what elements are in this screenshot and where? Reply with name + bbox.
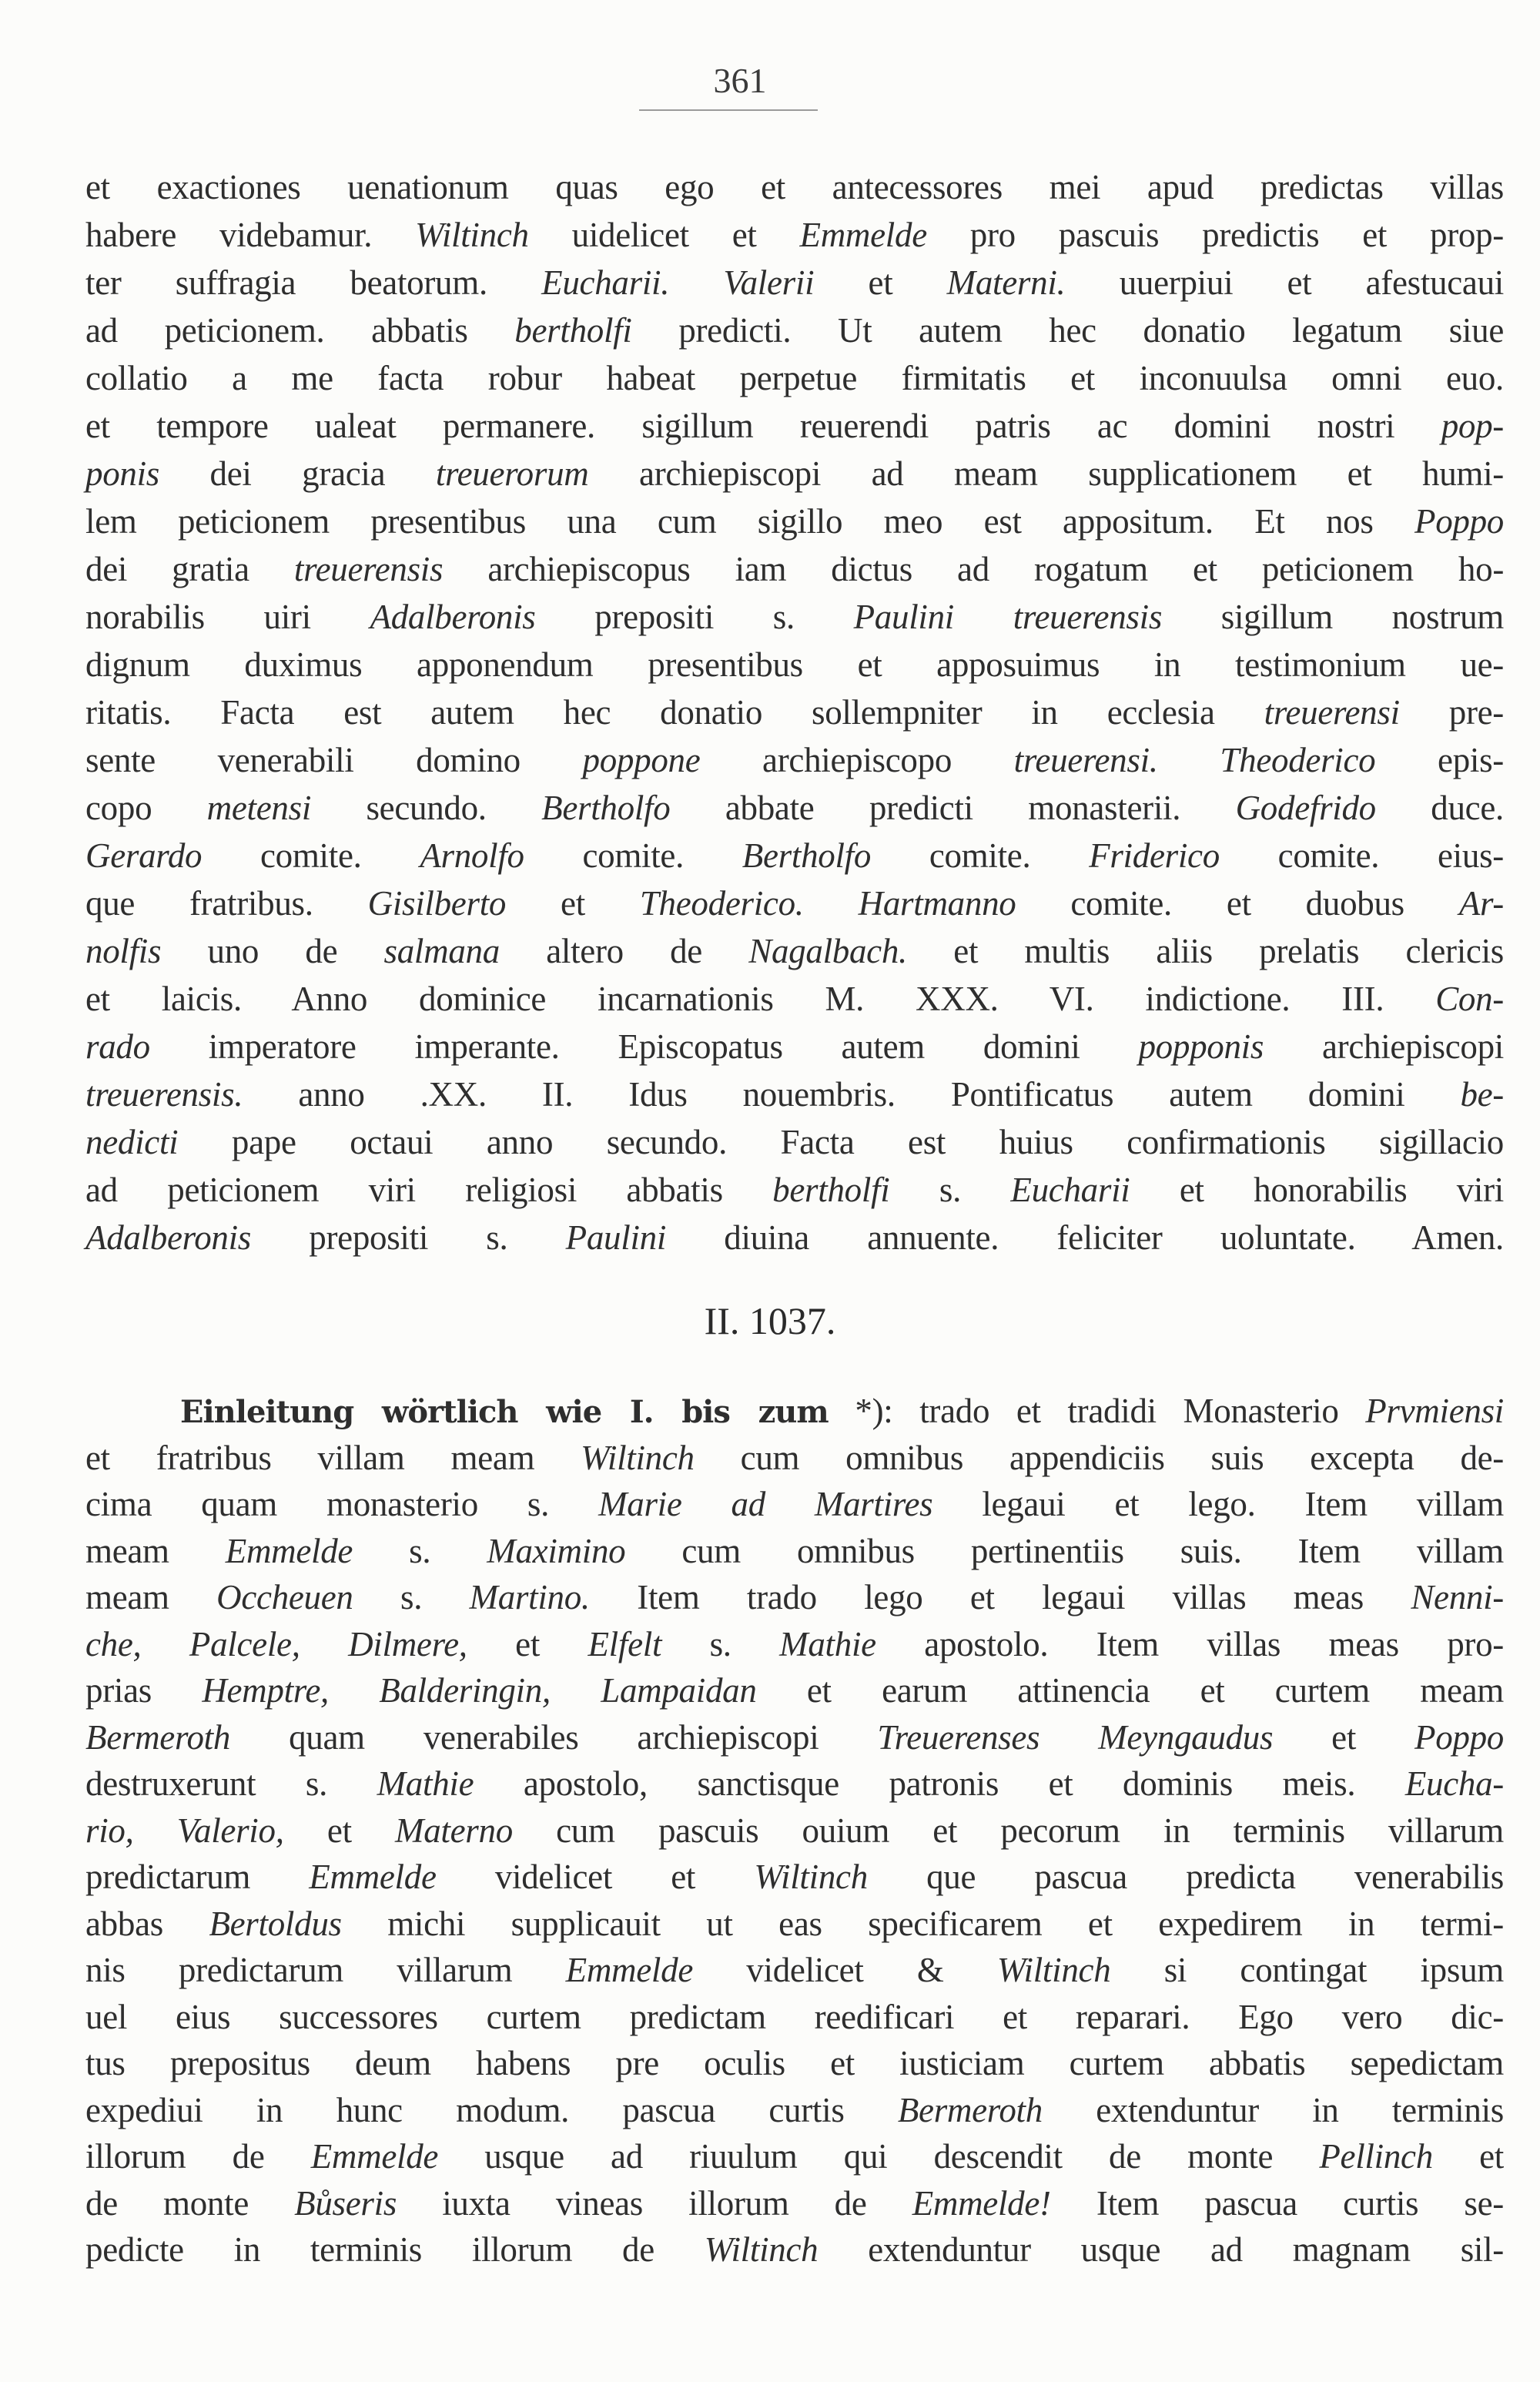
text-line	[85, 402, 1504, 450]
text-run: quam venerabiles archiepiscopi	[230, 1717, 878, 1757]
italic-name: Wiltinch	[754, 1858, 868, 1896]
text-run: secundo.	[311, 789, 542, 827]
text-run: et	[1273, 1717, 1415, 1757]
text-run: lem peticionem presentibus una cum sigillo meo est appositum. Et nos	[85, 502, 1414, 541]
italic-name: treuerorum	[435, 454, 589, 493]
text-run: et	[1432, 2137, 1505, 2176]
text-line	[85, 1528, 1504, 1575]
text-line	[85, 1435, 1504, 1482]
text-run: pre-	[1399, 693, 1504, 732]
text-run: dei gratia	[85, 550, 294, 588]
text-run: uuerpiui et afestucaui	[1065, 263, 1505, 302]
text-line	[85, 1947, 1504, 1994]
italic-name: treuerensi	[1264, 693, 1400, 732]
text-run: s.	[353, 1531, 487, 1570]
text-run: cum omnibus pertinentiis suis. Item villam	[625, 1531, 1504, 1570]
italic-name: Bertoldus	[209, 1904, 342, 1943]
text-line	[85, 1901, 1504, 1948]
text-line	[85, 211, 1504, 259]
italic-name: Paulini treuerensis	[853, 598, 1163, 636]
text-run: tus prepositus deum habens pre oculis et iusticiam curtem abbatis sepedictam	[85, 2044, 1504, 2082]
italic-name: Emmelde	[309, 1858, 437, 1896]
text-run: prepositi s.	[251, 1218, 566, 1257]
italic-name: Theoderico.	[639, 884, 804, 923]
text-run	[1158, 741, 1220, 779]
text-line	[85, 498, 1504, 545]
text-line	[85, 1994, 1504, 2041]
italic-name: nolfis	[85, 932, 162, 970]
text-line	[85, 1714, 1504, 1761]
italic-name: Bermeroth	[85, 1717, 231, 1757]
text-line	[85, 259, 1504, 307]
text-line	[85, 1481, 1504, 1528]
text-run: comite.	[871, 836, 1090, 875]
text-run: comite.	[524, 836, 742, 875]
text-line	[85, 2226, 1504, 2273]
charter-paragraph-1	[85, 163, 1504, 1261]
text-run: s.	[889, 1171, 1011, 1209]
page-number: 361	[713, 61, 767, 100]
italic-name: Martino.	[469, 1578, 590, 1616]
text-run: cum pascuis ouium et pecorum in terminis villarum	[512, 1811, 1505, 1850]
italic-name: Materni.	[946, 263, 1066, 302]
text-run: meam	[85, 1578, 217, 1616]
text-run: prepositi s.	[535, 598, 854, 636]
italic-name: metensi	[206, 789, 312, 827]
text-run: collatio a me facta robur habeat perpetue firmitatis et inconuulsa omni euo.	[85, 359, 1504, 397]
italic-name: Con-	[1435, 980, 1504, 1018]
text-run: ter suffragia beatorum.	[85, 263, 542, 302]
text-run: dei gracia	[159, 454, 436, 493]
text-run: expediui in hunc modum. pascua curtis	[85, 2090, 898, 2129]
text-line	[85, 736, 1504, 784]
text-run: et tempore ualeat permanere. sigillum reuerendi patris ac domini nostri	[85, 407, 1441, 445]
italic-name: Marie ad Martires	[598, 1485, 933, 1523]
italic-name: Bůseris	[294, 2183, 397, 2223]
text-run: anno .XX. II. Idus nouembris. Pontificatus autem domini	[243, 1075, 1461, 1114]
text-line	[85, 1807, 1504, 1854]
text-run: comite. eius-	[1219, 836, 1504, 875]
italic-name: Bertholfo	[742, 836, 872, 875]
text-run: destruxerunt s.	[85, 1764, 377, 1803]
text-run: que pascua predicta venerabilis	[867, 1858, 1504, 1896]
italic-name: Eucharii	[1010, 1171, 1130, 1209]
text-line	[85, 1070, 1504, 1118]
italic-name: nedicti	[85, 1123, 179, 1161]
text-run: pape octaui anno secundo. Facta est huius confirmationis sigillacio	[178, 1123, 1504, 1161]
italic-name: Gerardo	[85, 836, 203, 875]
italic-name: Emmelde	[225, 1531, 353, 1570]
text-run: uel eius successores curtem predictam reedificari et reparari. Ego vero dic-	[85, 1997, 1504, 2036]
text-run: sente venerabili domino	[85, 741, 583, 779]
italic-name: Adalberonis	[85, 1218, 252, 1257]
text-line	[85, 1118, 1504, 1166]
italic-name: Bertholfo	[541, 789, 671, 827]
italic-name: Adalberonis	[370, 598, 536, 636]
text-run: ad peticionem viri religiosi abbatis	[85, 1171, 773, 1209]
text-run: que fratribus.	[85, 884, 368, 923]
text-run: cum omnibus appendiciis suis excepta de-	[694, 1438, 1504, 1477]
text-line	[85, 688, 1504, 736]
text-run: habere videbamur.	[85, 216, 416, 254]
italic-name: rado	[85, 1027, 150, 1066]
italic-name: be-	[1460, 1075, 1504, 1114]
italic-name: Maximino	[487, 1531, 626, 1570]
charter-paragraph-2	[85, 1388, 1504, 2273]
text-run: meam	[85, 1531, 226, 1570]
text-run: s.	[353, 1578, 470, 1616]
text-line	[85, 1761, 1504, 1807]
italic-name: Eucharii.	[541, 263, 670, 302]
text-line	[85, 2087, 1504, 2134]
italic-name: Wiltinch	[704, 2230, 819, 2269]
text-run: iuxta vineas illorum de	[397, 2183, 912, 2223]
text-line	[85, 1166, 1504, 1214]
text-run: dignum duximus apponendum presentibus et apposuimus in testimonium ue-	[85, 645, 1504, 684]
text-line	[85, 975, 1504, 1023]
italic-name: Pellinch	[1319, 2137, 1433, 2176]
text-run	[804, 884, 859, 923]
italic-name: bertholfi	[514, 311, 632, 350]
text-run: abbate predicti monasterii.	[670, 789, 1236, 827]
text-run: et earum attinencia et curtem meam	[756, 1671, 1504, 1710]
fraktur-text: Einleitung wörtlich wie I. bis zum	[180, 1394, 829, 1430]
text-line	[85, 1854, 1504, 1901]
italic-name: poppone	[582, 741, 701, 779]
text-run: Item trado lego et legaui villas meas	[589, 1578, 1411, 1616]
text-run: michi supplicauit ut eas specificarem et expedirem in termi-	[341, 1904, 1504, 1943]
text-run: et exactiones uenationum quas ego et antecessores mei apud predictas villas	[85, 168, 1504, 206]
italic-name: Emmelde	[310, 2137, 439, 2176]
italic-name: Hartmanno	[858, 884, 1016, 923]
text-line	[85, 1023, 1504, 1070]
italic-name: Wiltinch	[996, 1951, 1111, 1989]
text-run: videlicet et	[436, 1858, 755, 1896]
italic-name: Eucha-	[1404, 1764, 1504, 1803]
text-line	[85, 641, 1504, 688]
text-run: diuina annuente. feliciter uoluntate. Amen.	[666, 1218, 1504, 1257]
italic-name: Paulini	[565, 1218, 667, 1257]
text-run: predictarum	[85, 1858, 310, 1896]
italic-name: treuerensis.	[85, 1075, 243, 1114]
text-run: ad peticionem. abbatis	[85, 311, 515, 350]
italic-name: Emmelde	[799, 216, 927, 254]
text-line	[85, 784, 1504, 832]
text-run: si contingat ipsum	[1110, 1951, 1504, 1989]
text-run: et	[506, 884, 640, 923]
italic-name: Emmelde!	[912, 2183, 1051, 2223]
italic-name: Hemptre, Balderingin, Lampaidan	[202, 1671, 757, 1710]
text-run: et honorabilis viri	[1130, 1171, 1504, 1209]
text-run: epis-	[1375, 741, 1504, 779]
text-line	[85, 1667, 1504, 1714]
text-run: archiepiscopi	[1264, 1027, 1504, 1066]
text-run: archiepiscopo	[700, 741, 1014, 779]
text-line	[85, 354, 1504, 402]
text-run: cima quam monasterio s.	[85, 1485, 599, 1523]
text-run: imperatore imperante. Episcopatus autem domini	[149, 1027, 1139, 1066]
text-line	[85, 1621, 1504, 1668]
italic-name: Wiltinch	[415, 216, 529, 254]
text-run: pedicte in terminis illorum de	[85, 2230, 705, 2269]
text-run: de monte	[85, 2183, 295, 2223]
text-run: illorum de	[85, 2137, 311, 2176]
italic-name: rio, Valerio,	[85, 1811, 284, 1850]
text-run: et fratribus villam meam	[85, 1438, 581, 1477]
text-run: uno de	[161, 932, 384, 970]
text-line	[85, 1574, 1504, 1621]
text-line	[85, 1214, 1504, 1261]
text-line	[85, 2180, 1504, 2227]
text-line	[85, 927, 1504, 975]
italic-name: Friderico	[1089, 836, 1220, 875]
italic-name: popponis	[1138, 1027, 1264, 1066]
italic-name: Godefrido	[1235, 789, 1376, 827]
text-line	[85, 2040, 1504, 2087]
text-line	[85, 450, 1504, 498]
italic-name: Bermeroth	[897, 2090, 1043, 2129]
italic-name: treuerensi.	[1013, 741, 1158, 779]
text-line	[85, 832, 1504, 879]
text-line	[85, 593, 1504, 641]
text-run: et laicis. Anno dominice incarnationis M. XXX. VI. indictione. III.	[85, 980, 1436, 1018]
text-run: duce.	[1375, 789, 1504, 827]
header-rule	[639, 109, 818, 111]
italic-name: Nagalbach.	[748, 932, 907, 970]
italic-name: Arnolfo	[420, 836, 524, 875]
text-run: ritatis. Facta est autem hec donatio sollempniter in ecclesia	[85, 693, 1264, 732]
italic-name: Wiltinch	[581, 1438, 695, 1477]
text-run: norabilis uiri	[85, 598, 370, 636]
text-run: pro pascuis predictis et prop-	[926, 216, 1504, 254]
italic-name: Nenni-	[1411, 1578, 1504, 1616]
text-line	[85, 1388, 1504, 1435]
text-run: et multis aliis prelatis clericis	[907, 932, 1504, 970]
italic-name: pop-	[1441, 407, 1504, 445]
text-run: et	[283, 1811, 396, 1850]
italic-name: Treuerenses Meyngaudus	[877, 1717, 1274, 1757]
italic-name: ponis	[85, 454, 160, 493]
text-line	[85, 879, 1504, 927]
text-line	[85, 545, 1504, 593]
italic-name: Valerii	[723, 263, 815, 302]
text-run: extenduntur in terminis	[1042, 2090, 1504, 2129]
text-run: archiepiscopi ad meam supplicationem et humi-	[588, 454, 1504, 493]
text-run: comite. et duobus	[1016, 884, 1459, 923]
text-line	[85, 307, 1504, 354]
text-run: apostolo, sanctisque patronis et dominis meis.	[474, 1764, 1405, 1803]
text-run: legaui et lego. Item villam	[932, 1485, 1504, 1523]
italic-name: Mathie	[779, 1624, 876, 1663]
italic-name: Ar-	[1458, 884, 1504, 923]
italic-name: Poppo	[1414, 1717, 1505, 1757]
text-run: copo	[85, 789, 207, 827]
text-run: usque ad riuulum qui descendit de monte	[438, 2137, 1320, 2176]
text-run: Item pascua curtis se-	[1050, 2183, 1504, 2223]
italic-name: Materno	[395, 1811, 513, 1850]
italic-name: bertholfi	[772, 1171, 890, 1209]
text-run: prias	[85, 1671, 203, 1710]
italic-name: Prvmiensi	[1365, 1392, 1504, 1430]
italic-name: Theoderico	[1220, 741, 1376, 779]
italic-name: Poppo	[1414, 502, 1504, 541]
text-run: et	[814, 263, 947, 302]
section-heading: II. 1037.	[704, 1299, 836, 1342]
text-run: apostolo. Item villas meas pro-	[875, 1624, 1504, 1663]
text-run: *): trado et tradidi Monasterio	[828, 1392, 1366, 1430]
italic-name: Mathie	[377, 1764, 474, 1803]
text-run: abbas	[85, 1904, 209, 1943]
text-run: altero de	[499, 932, 749, 970]
text-run: s.	[661, 1624, 780, 1663]
text-run	[669, 263, 723, 302]
italic-name: treuerensis	[293, 550, 444, 588]
text-line	[85, 163, 1504, 211]
text-run: archiepiscopus iam dictus ad rogatum et peticionem ho-	[443, 550, 1504, 588]
text-run: nis predictarum villarum	[85, 1951, 566, 1989]
italic-name: Gisilberto	[367, 884, 507, 923]
italic-name: Elfelt	[588, 1624, 662, 1663]
text-run: sigillum nostrum	[1162, 598, 1505, 636]
italic-name: Emmelde	[565, 1951, 694, 1989]
text-run: extenduntur usque ad magnam sil-	[818, 2230, 1504, 2269]
text-run: uidelicet et	[528, 216, 800, 254]
italic-name: Occheuen	[216, 1578, 353, 1616]
text-run: et	[467, 1624, 588, 1663]
text-run: predicti. Ut autem hec donatio legatum siue	[631, 311, 1505, 350]
italic-name: che, Palcele, Dilmere,	[85, 1624, 467, 1663]
text-line	[85, 2133, 1504, 2180]
italic-name: salmana	[383, 932, 500, 970]
text-run: videlicet &	[693, 1951, 997, 1989]
text-run: comite.	[202, 836, 420, 875]
